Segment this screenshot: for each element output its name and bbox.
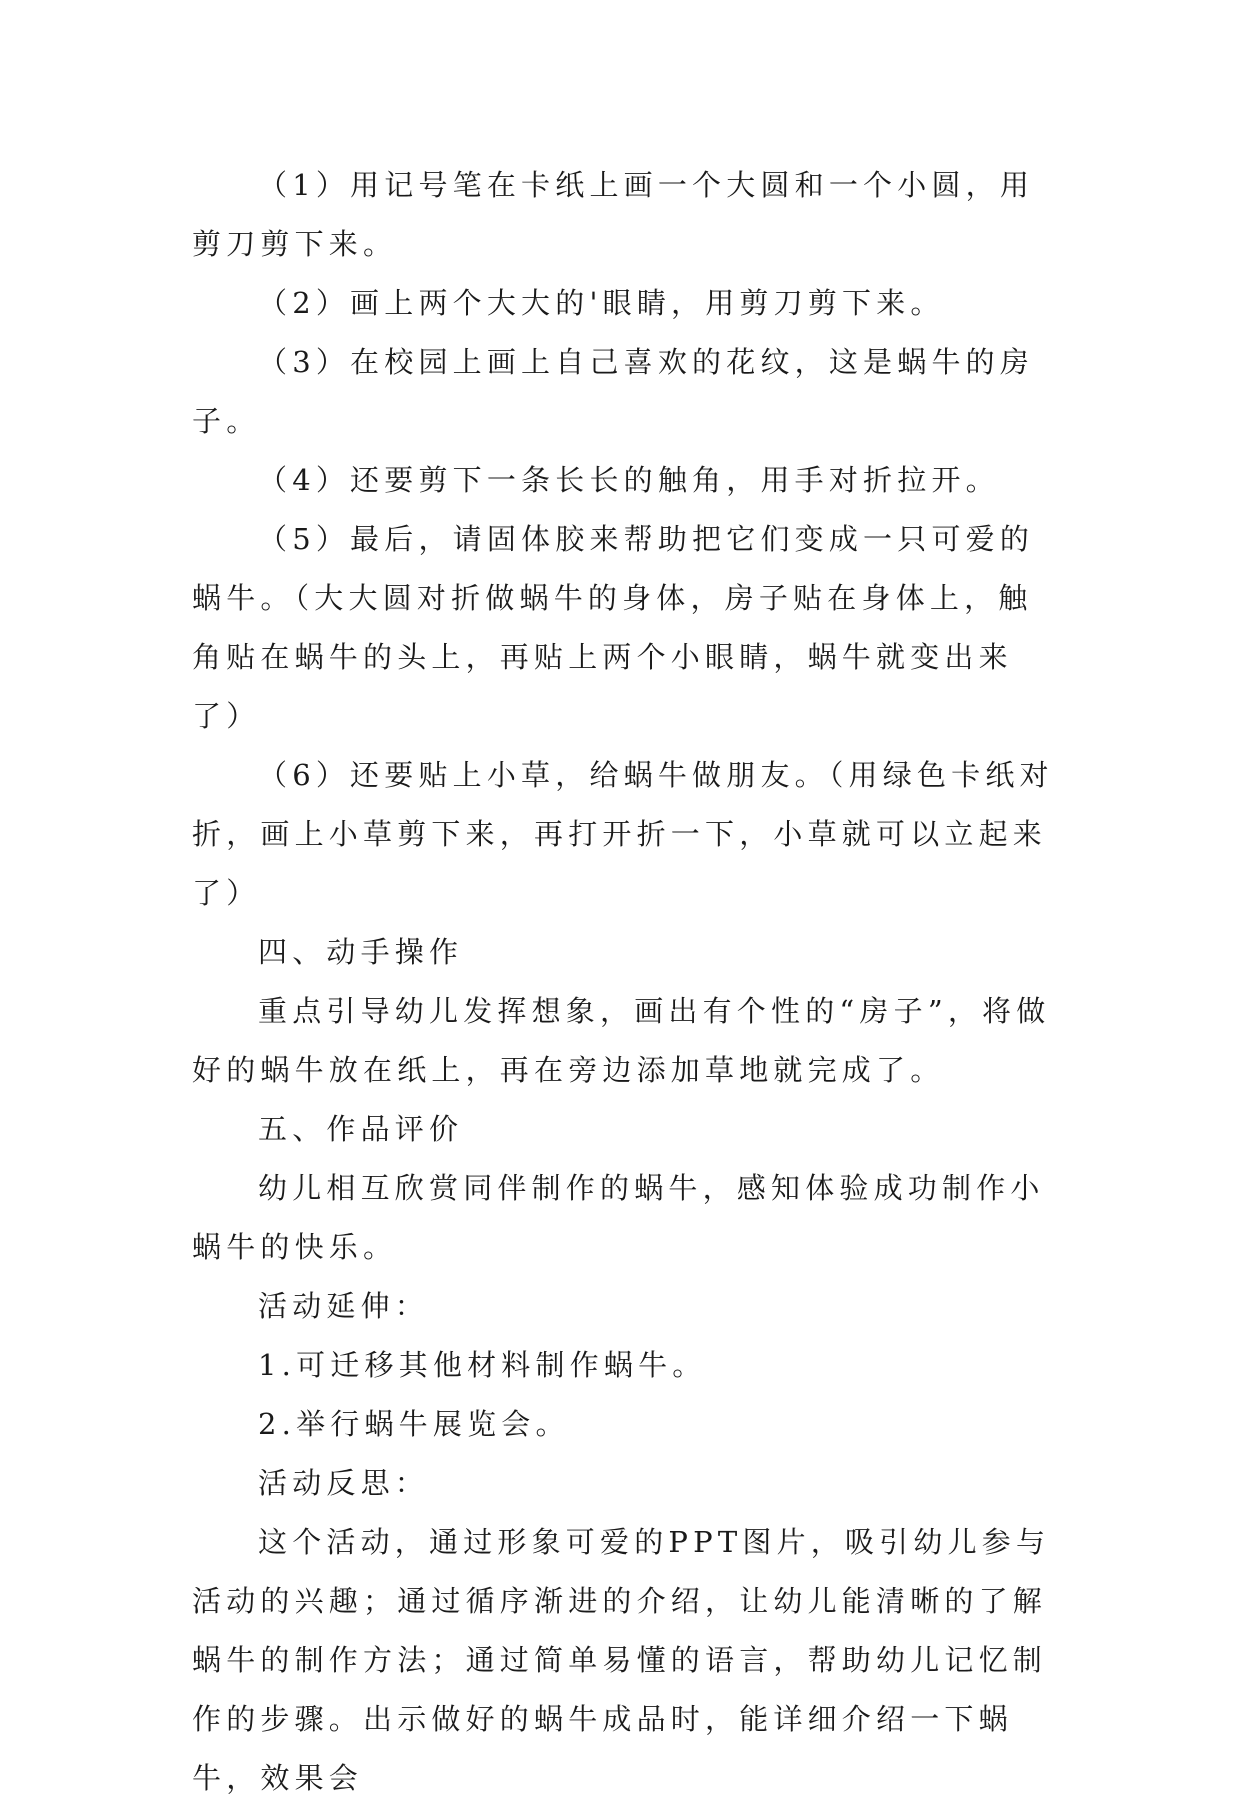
hands-on-paragraph: 重点引导幼儿发挥想象，画出有个性的“房子”，将做好的蜗牛放在纸上，再在旁边添加草地就完成了。 xyxy=(192,994,1051,1087)
extension-item-2: 2.举行蜗牛展览会。 xyxy=(258,1407,570,1441)
evaluation-paragraph: 幼儿相互欣赏同伴制作的蜗牛，感知体验成功制作小蜗牛的快乐。 xyxy=(192,1171,1045,1264)
step-5-paragraph: （5）最后，请固体胶来帮助把它们变成一只可爱的蜗牛。（大大圆对折做蜗牛的身体，房子贴在身体上，触角贴在蜗牛的头上，再贴上两个小眼睛，蜗牛就变出来了） xyxy=(192,522,1035,733)
section-heading-evaluation: 五、作品评价 xyxy=(258,1112,464,1146)
step-2-paragraph: （2）画上两个大大的'眼睛，用剪刀剪下来。 xyxy=(258,286,945,320)
section-heading-reflection: 活动反思： xyxy=(258,1466,430,1500)
step-6-paragraph: （6）还要贴上小草，给蜗牛做朋友。（用绿色卡纸对折，画上小草剪下来，再打开折一下，小草就可以立起来了） xyxy=(192,758,1054,910)
reflection-paragraph: 这个活动，通过形象可爱的PPT图片，吸引幼儿参与活动的兴趣；通过循序渐进的介绍，让幼儿能清晰的了解蜗牛的制作方法；通过简单易懂的语言，帮助幼儿记忆制作的步骤。出示做好的蜗牛成品时，能详细介绍一下蜗牛，效果会 xyxy=(192,1525,1051,1795)
section-heading-hands-on: 四、动手操作 xyxy=(258,935,464,969)
document-body xyxy=(192,156,1064,1808)
step-3-paragraph: （3）在校园上画上自己喜欢的花纹，这是蜗牛的房子。 xyxy=(192,345,1035,438)
step-4-paragraph: （4）还要剪下一条长长的触角，用手对折拉开。 xyxy=(258,463,1000,497)
extension-item-1: 1.可迁移其他材料制作蜗牛。 xyxy=(258,1348,707,1382)
step-1-paragraph: （1）用记号笔在卡纸上画一个大圆和一个小圆，用剪刀剪下来。 xyxy=(192,168,1035,261)
section-heading-extension: 活动延伸： xyxy=(258,1289,430,1323)
